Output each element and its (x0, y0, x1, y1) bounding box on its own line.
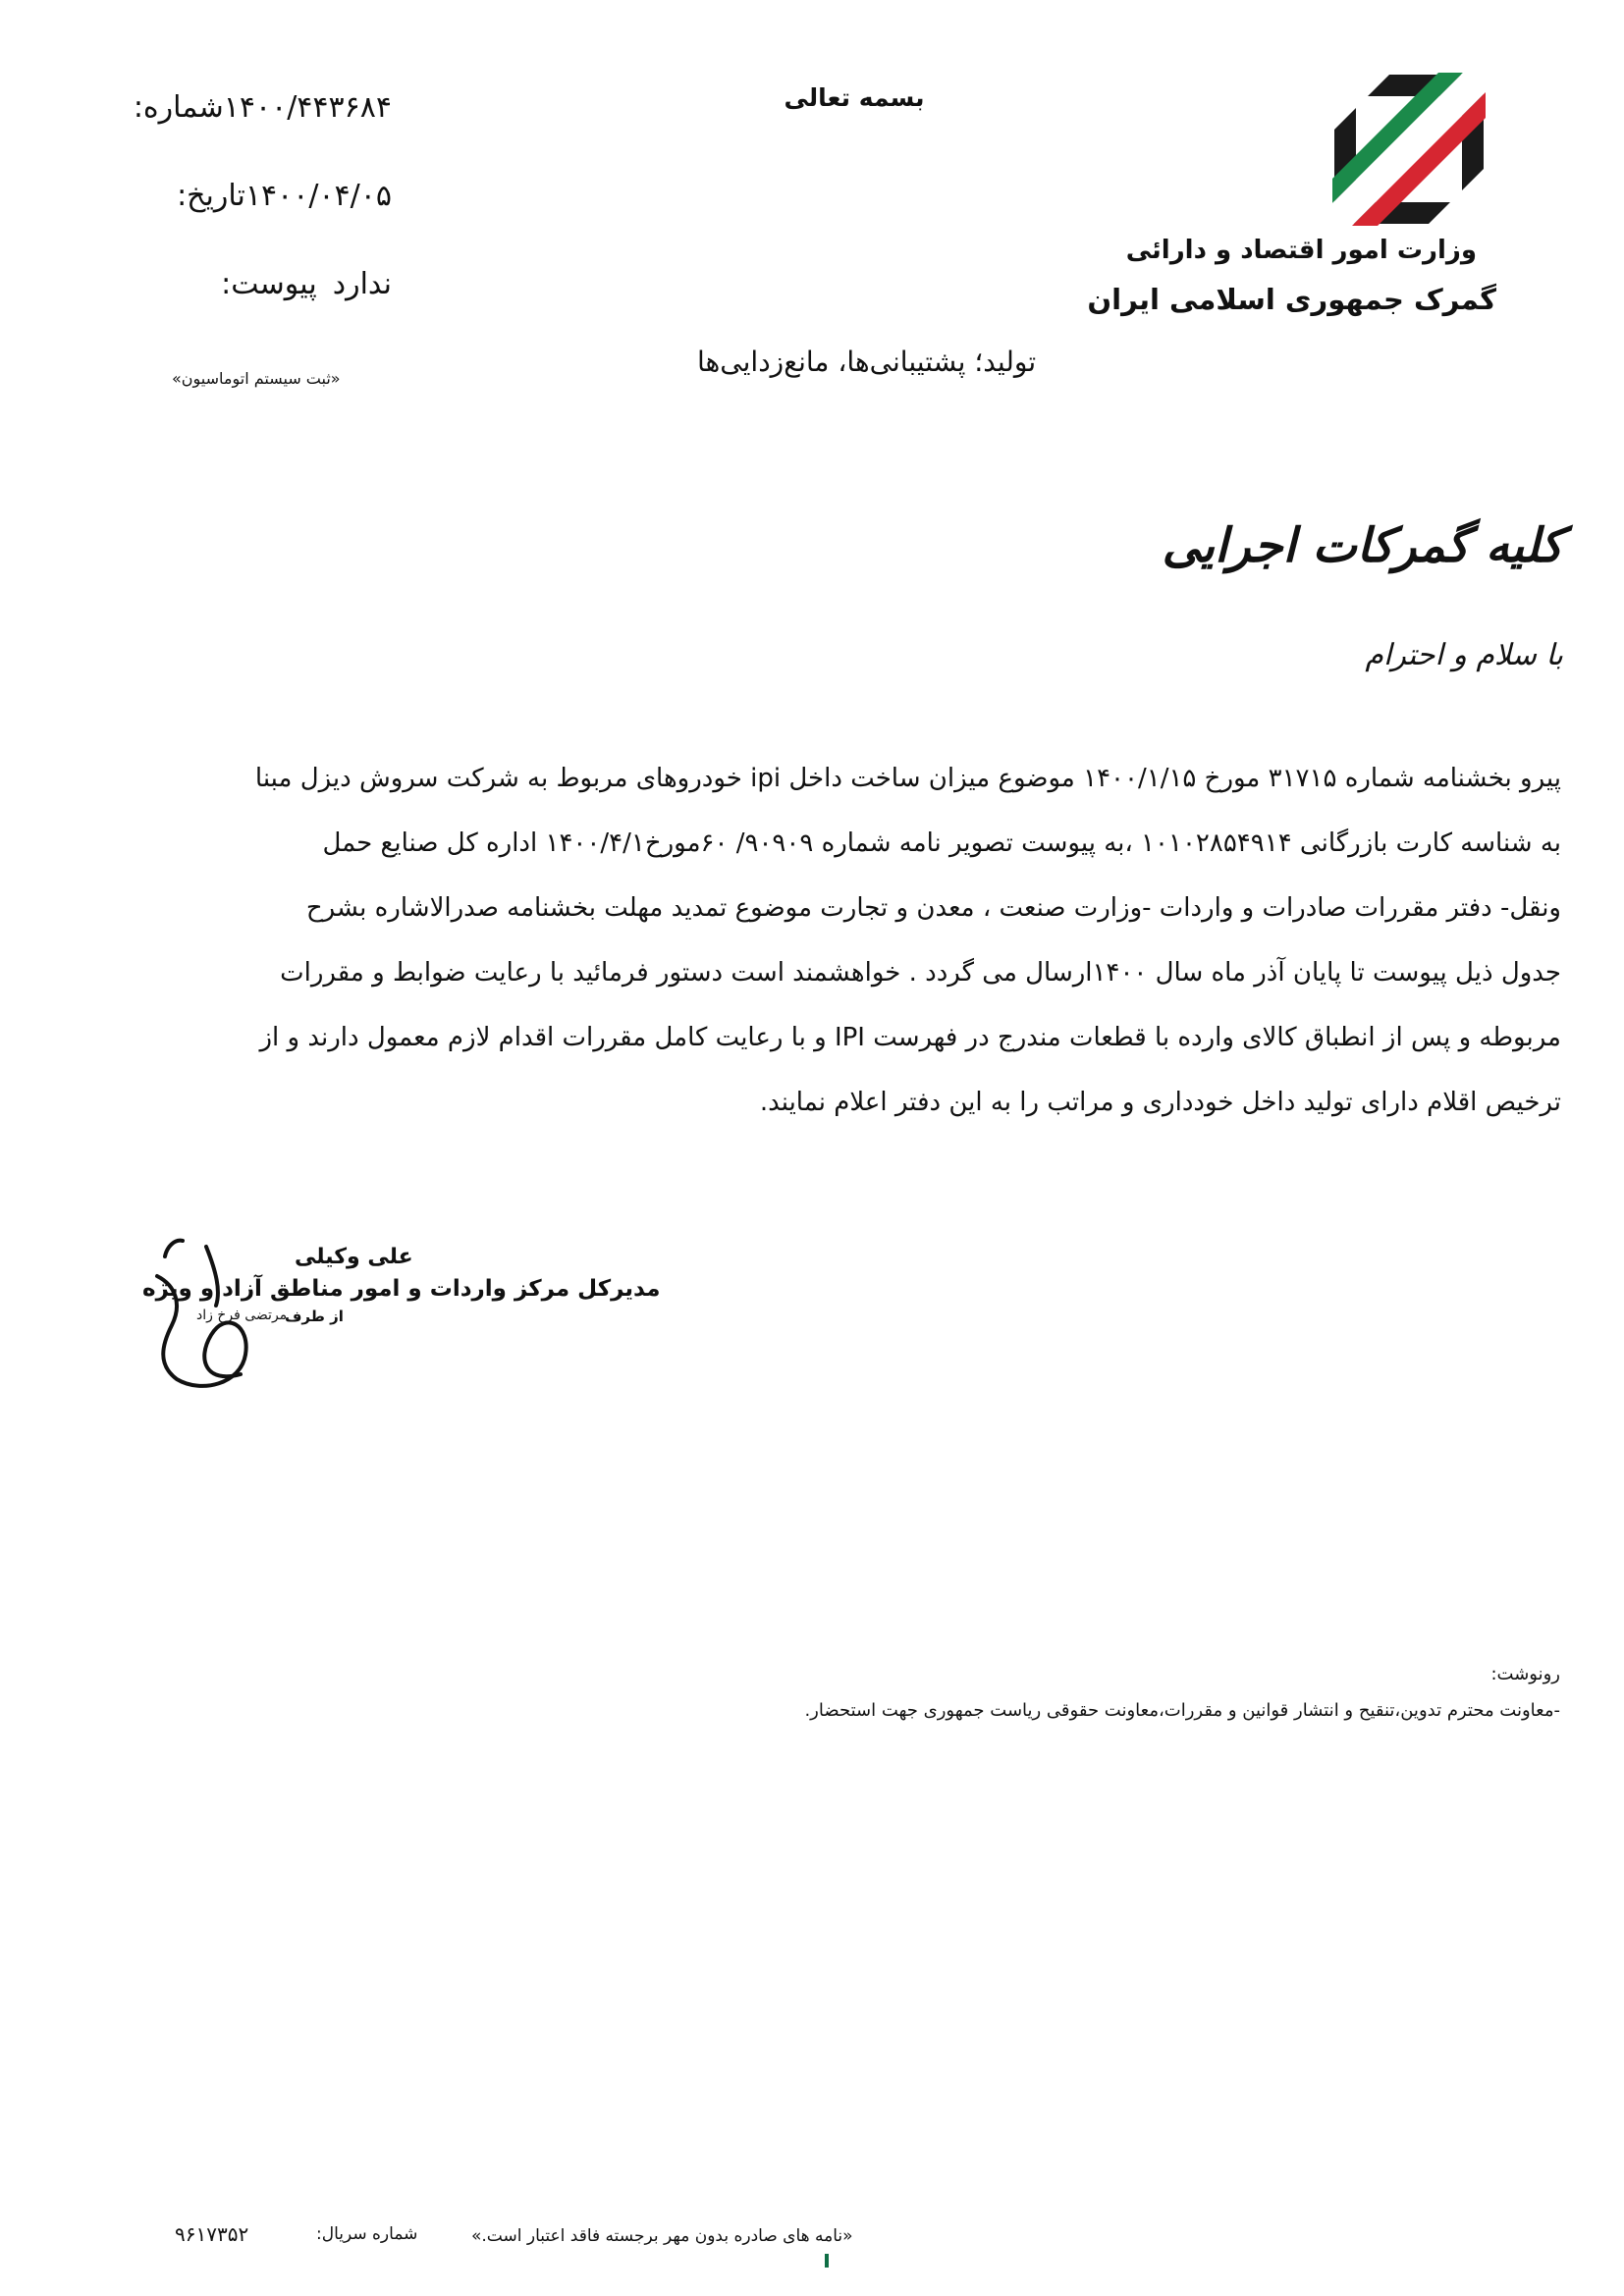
body-line: جدول ذیل پیوست تا پایان آذر ماه سال ۱۴۰۰ارسال می گردد . خواهشمند است دستور فرمائید با رعایت ضوابط و مقررات (280, 958, 1561, 988)
basmala: بسمه تعالی (784, 83, 925, 112)
body-line: پیرو بخشنامه شماره ۳۱۷۱۵ مورخ ۱۴۰۰/۱/۱۵ موضوع میزان ساخت داخل ipi خودروهای مربوط به شرکت سروش دیزل مبنا (254, 764, 1561, 793)
letter-date-value: ۱۴۰۰/۰۴/۰۵ (244, 179, 392, 213)
cc-item: -معاونت محترم تدوین،تنقیح و انتشار قوانین و مقررات،معاونت حقوقی ریاست جمهوری جهت استحضار. (804, 1700, 1560, 1721)
body-line: ونقل- دفتر مقررات صادرات و واردات -وزارت صنعت ، معدن و تجارت موضوع تمدید مهلت بخشنامه صدرالاشاره بشرح (305, 893, 1561, 923)
serial-label: شماره سریال: (316, 2224, 418, 2244)
customs-logo-icon (1330, 71, 1488, 228)
serial-value: ۹۶۱۷۳۵۲ (175, 2222, 249, 2246)
letter-number-label: شماره: (133, 90, 224, 125)
automation-note: «ثبت سیستم اتوماسیون» (172, 369, 341, 388)
on-behalf-name: مرتضی فرخ زاد (196, 1308, 288, 1323)
addressee: کلیه گمرکات اجرایی (1162, 518, 1563, 573)
footer-divider (825, 2254, 829, 2268)
letter-date (161, 179, 392, 213)
body-line: مربوطه و پس از انطباق کالای وارده با قطعات مندرج در فهرست IPI و با رعایت کامل مقررات اقدام لازم معمول دارند و از (259, 1023, 1561, 1052)
body-line: ترخیص اقلام دارای تولید داخل خودداری و مراتب را به این دفتر اعلام نمایند. (759, 1088, 1561, 1117)
organization-name: گمرک جمهوری اسلامی ایران (1087, 283, 1496, 316)
greeting: با سلام و احترام (1365, 638, 1563, 672)
letter-date-label: تاریخ: (177, 179, 245, 213)
footer-note: «نامه های صادره بدون مهر برجسته فاقد اعتبار است.» (471, 2226, 853, 2246)
on-behalf-label: از طرف (285, 1308, 344, 1325)
letter-number-value: ۱۴۰۰/۴۴۳۶۸۴ (223, 90, 392, 125)
cc-label: رونوشت: (1490, 1664, 1560, 1684)
letter-attachment (205, 267, 392, 301)
attachment-value: ندارد (332, 267, 392, 301)
ministry-name: وزارت امور اقتصاد و دارائی (1125, 236, 1477, 265)
letter-body (118, 746, 1561, 1135)
attachment-label: پیوست: (221, 267, 317, 301)
body-line: به شناسه کارت بازرگانی ۱۰۱۰۲۸۵۴۹۱۴ ،به پیوست تصویر نامه شماره ۹۰۹۰۹/ ۶۰مورخ۱۴۰۰/۴/۱ اداره کل صنایع حمل (322, 828, 1561, 858)
letter-subject: تولید؛ پشتیبانی‌ها، مانع‌زدایی‌ها (697, 346, 1037, 378)
letter-number (118, 90, 392, 125)
signatory-name: علی وکیلی (295, 1245, 413, 1269)
signatory-title: مدیرکل مرکز واردات و امور مناطق آزاد و ویژه (142, 1276, 661, 1302)
